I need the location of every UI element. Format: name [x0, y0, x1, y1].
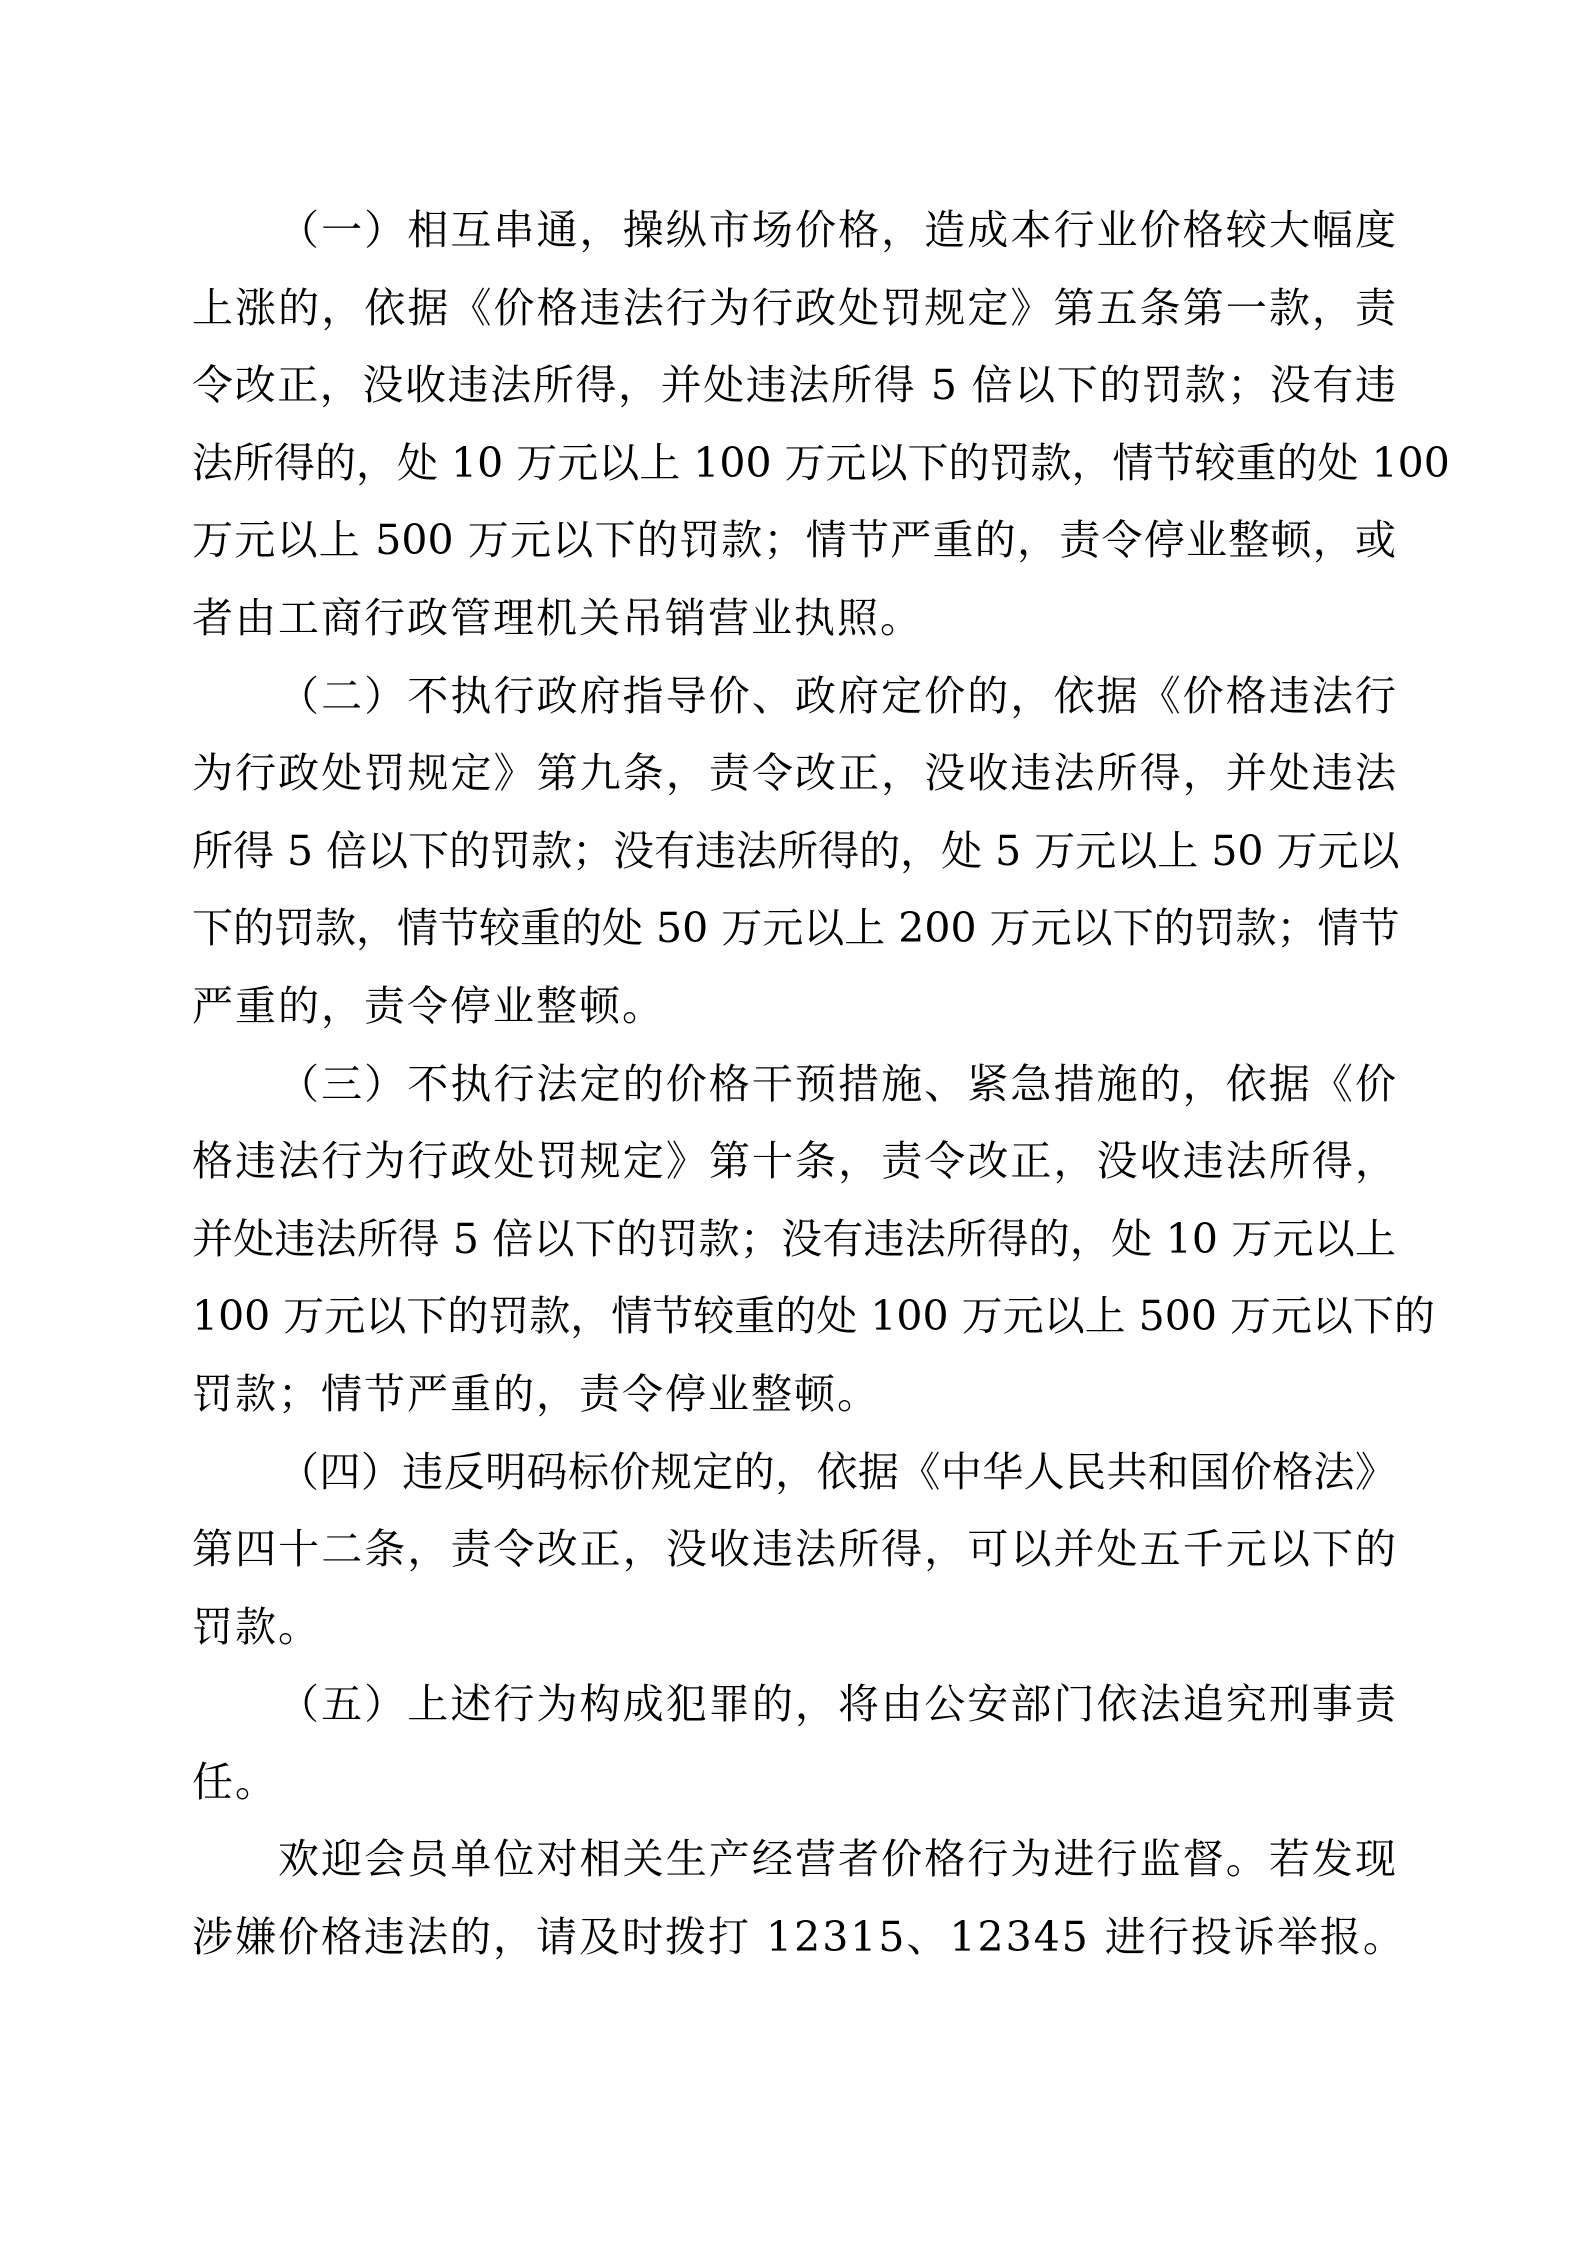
paragraph-line: （四）违反明码标价规定的，依据《中华人民共和国价格法》 — [278, 1447, 1396, 1496]
paragraph-line: 严重的，责令停业整顿。 — [192, 981, 665, 1030]
paragraph-item-4 — [192, 1434, 1396, 1667]
paragraph-line: 万元以上 500 万元以下的罚款；情节严重的，责令停业整顿，或 — [192, 516, 1396, 565]
paragraph-line: 令改正，没收违法所得，并处违法所得 5 倍以下的罚款；没有违 — [192, 361, 1396, 410]
paragraph-item-5 — [192, 1666, 1396, 1821]
paragraph-item-3 — [192, 1046, 1435, 1434]
document-body — [192, 192, 1450, 1977]
paragraph-line: 罚款。 — [192, 1602, 321, 1651]
paragraph-line: （二）不执行政府指导价、政府定价的，依据《价格违法行 — [278, 671, 1396, 720]
paragraph-line: 罚款；情节严重的，责令停业整顿。 — [192, 1369, 880, 1418]
paragraph-line: 涉嫌价格违法的，请及时拨打 12315、12345 进行投诉举报。 — [192, 1913, 1406, 1962]
paragraph-line: （五）上述行为构成犯罪的，将由公安部门依法追究刑事责 — [278, 1680, 1396, 1729]
paragraph-line: 者由工商行政管理机关吊销营业执照。 — [192, 593, 923, 642]
paragraph-line: 任。 — [192, 1757, 278, 1806]
paragraph-item-1 — [192, 192, 1450, 658]
paragraph-item-2 — [192, 658, 1400, 1046]
paragraph-line: 为行政处罚规定》第九条，责令改正，没收违法所得，并处违法 — [192, 749, 1396, 798]
paragraph-line: 上涨的，依据《价格违法行为行政处罚规定》第五条第一款，责 — [192, 283, 1396, 332]
paragraph-line: （三）不执行法定的价格干预措施、紧急措施的，依据《价 — [278, 1059, 1396, 1108]
paragraph-line: 下的罚款，情节较重的处 50 万元以上 200 万元以下的罚款；情节 — [192, 904, 1400, 953]
paragraph-closing — [192, 1821, 1406, 1976]
paragraph-line: 第四十二条，责令改正，没收违法所得，可以并处五千元以下的 — [192, 1525, 1396, 1574]
paragraph-line: 法所得的，处 10 万元以上 100 万元以下的罚款，情节较重的处 100 — [192, 438, 1450, 487]
paragraph-line: 所得 5 倍以下的罚款；没有违法所得的，处 5 万元以上 50 万元以 — [192, 826, 1400, 875]
paragraph-line: （一）相互串通，操纵市场价格，造成本行业价格较大幅度 — [278, 206, 1396, 254]
paragraph-line: 并处违法所得 5 倍以下的罚款；没有违法所得的，处 10 万元以上 — [192, 1214, 1396, 1263]
paragraph-line: 格违法行为行政处罚规定》第十条，责令改正，没收违法所得， — [192, 1137, 1396, 1186]
paragraph-line: 欢迎会员单位对相关生产经营者价格行为进行监督。若发现 — [278, 1835, 1396, 1884]
paragraph-line: 100 万元以下的罚款，情节较重的处 100 万元以上 500 万元以下的 — [192, 1292, 1435, 1341]
